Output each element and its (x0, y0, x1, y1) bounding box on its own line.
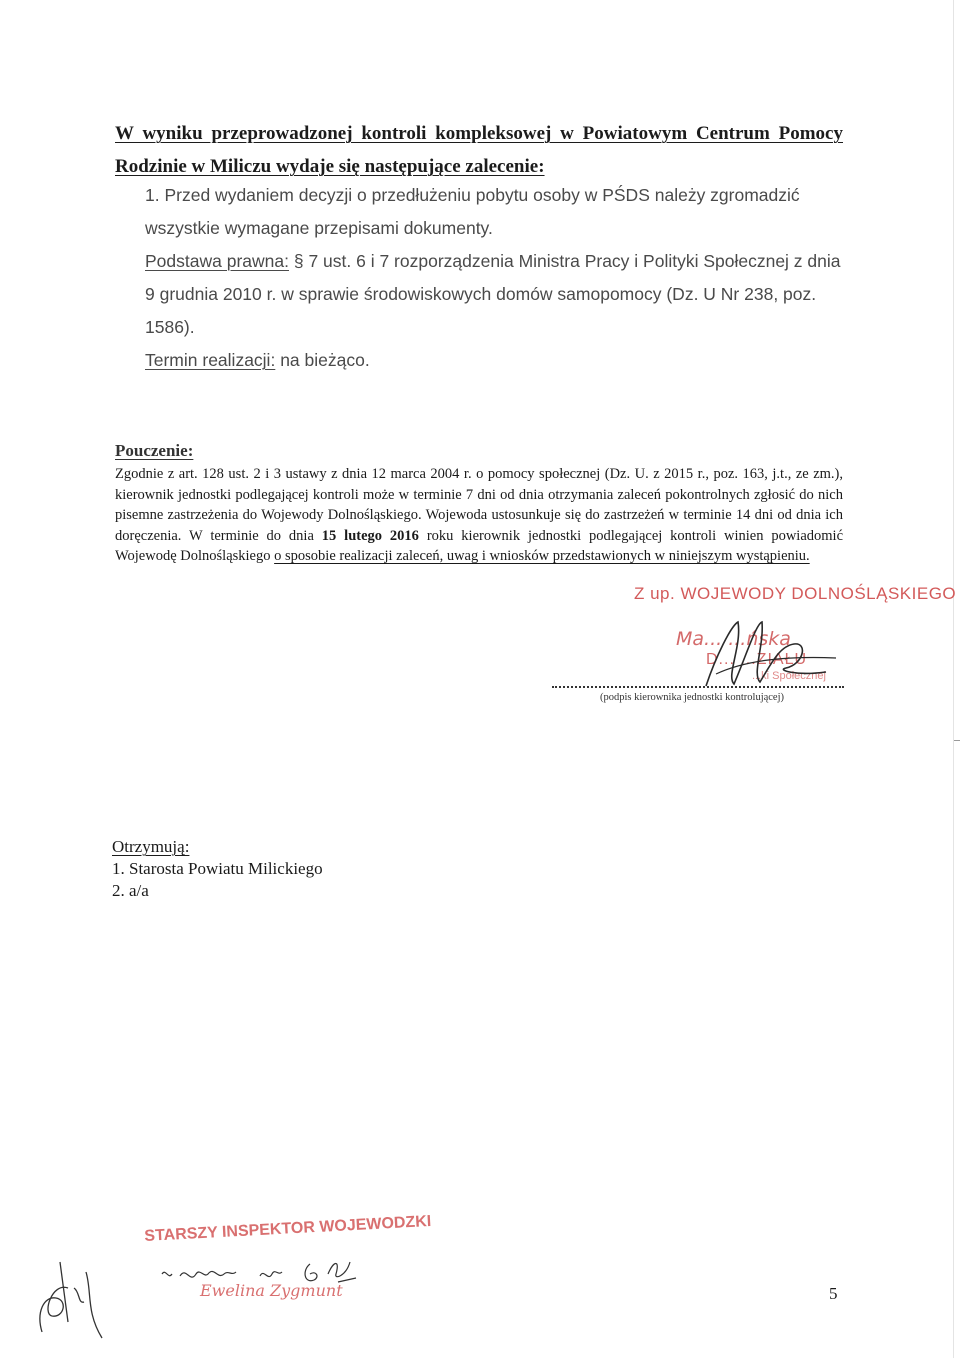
deadline-text: na bieżąco. (280, 350, 370, 370)
recipients-block (112, 836, 323, 902)
instruction-title: Pouczenie: (115, 441, 194, 460)
inspector-stamp-name: Ewelina Zygmunt (200, 1281, 343, 1300)
item-number: 1. (145, 185, 160, 205)
instruction-date: 15 lutego 2016 (321, 527, 419, 544)
instruction-part1: Zgodnie z art. 128 ust. 2 i 3 ustawy z dnia 12 marca 2004 r. o pomocy społecznej (Dz. U. z 2015 r., poz. 163, j.t., ze zm.), kierownik jednostki podlegającej kontroli może w terminie 7 dni od dnia otrzymania zaleceń pokontrolnych zgłosić do nich pisemne zastrzeżenia do Wojewody Dolnośląskiego. Wojewoda ustosunkuje się do zastrzeżeń w terminie 14 dni od dnia ich doręczenia. W terminie do dnia (115, 466, 843, 544)
voivode-stamp-header: Z up. WOJEWODY DOLNOŚLĄSKIEGO (634, 584, 957, 603)
recipient-item: 2. a/a (112, 881, 149, 900)
inspector-stamp-title: STARSZY INSPEKTOR WOJEWODZKI (144, 1212, 432, 1245)
item-text: Przed wydaniem decyzji o przedłużeniu pobytu osoby w PŚDS należy zgromadzić wszystkie wymagane przepisami dokumenty. (145, 185, 800, 238)
page-edge-tick (954, 740, 960, 741)
voivode-stamp-name: Ma... ...ńska (676, 628, 791, 650)
deadline-label: Termin realizacji: (145, 350, 276, 370)
legal-basis-text: § 7 ust. 6 i 7 rozporządzenia Ministra Pracy i Polityki Społecznej z dnia 9 grudnia 2010 r. w sprawie środowiskowych domów samopomocy (Dz. U Nr 238, poz. 1586). (145, 251, 841, 337)
page-number: 5 (829, 1284, 838, 1303)
signature-caption: (podpis kierownika jednostki kontrolującej) (600, 692, 785, 703)
initials-signature-icon (22, 1252, 112, 1342)
recipients-title: Otrzymują: (112, 837, 190, 856)
instruction-part2: roku kierownik jednostki podlegającej kontroli winien powiadomić Wojewodę Dolnośląskiego (115, 527, 844, 564)
recipient-item: 1. Starosta Powiatu Milickiego (112, 859, 323, 878)
instruction-text (115, 464, 843, 567)
recommendation-heading: W wyniku przeprowadzonej kontroli kompleksowej w Powiatowym Centrum Pomocy Rodzinie w Miliczu wydaje się następujące zalecenie: (115, 123, 843, 177)
voivode-stamp-title: D... ...ZIAŁU (706, 651, 808, 668)
page-edge-line (953, 0, 954, 1358)
signature-dotted-line (552, 676, 844, 688)
instruction-underlined: o sposobie realizacji zaleceń, uwag i wniosków przedstawionych w niniejszym wystąpieniu. (274, 548, 810, 564)
legal-basis-label: Podstawa prawna: (145, 251, 289, 271)
voivode-stamp-dept: ...ki Społecznej (752, 670, 826, 682)
recommendation-item (145, 179, 845, 377)
